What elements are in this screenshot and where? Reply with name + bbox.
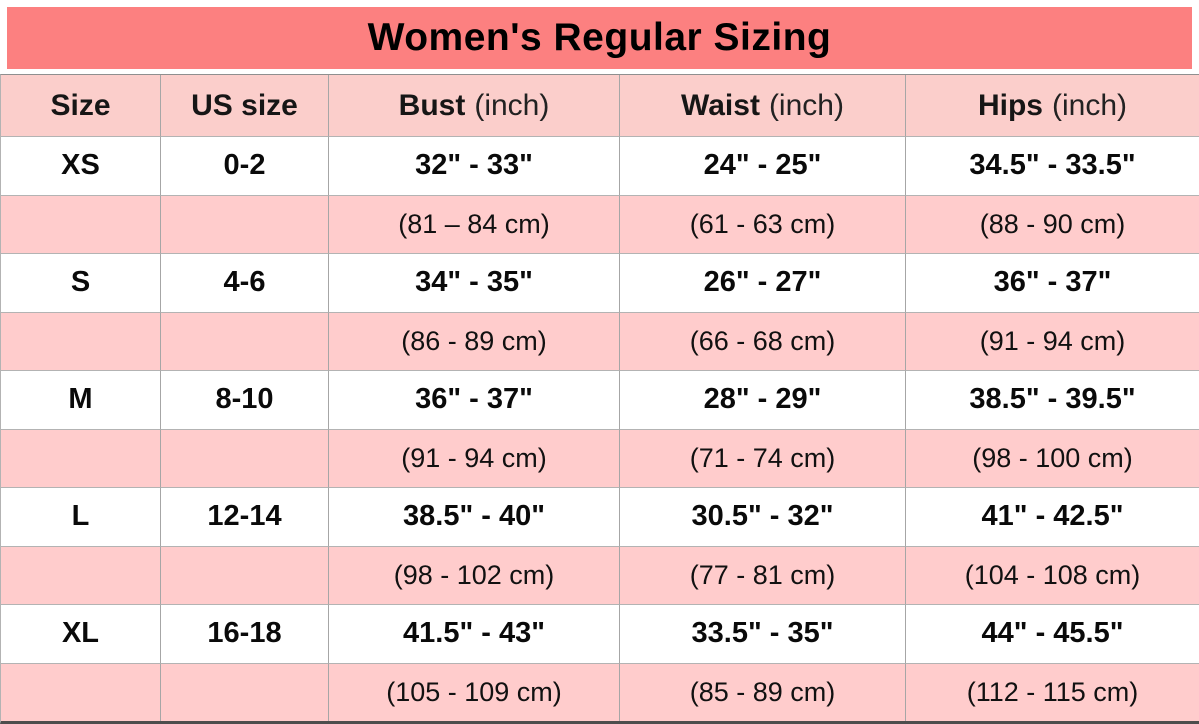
size-cell: L	[1, 487, 161, 546]
size-cell: M	[1, 370, 161, 429]
waist-cm-cell: (66 - 68 cm)	[620, 312, 906, 371]
hips-cm-cell: (88 - 90 cm)	[906, 195, 1199, 254]
waist-cm-cell: (77 - 81 cm)	[620, 546, 906, 605]
column-unit-waist: (inch)	[768, 88, 844, 122]
title-bar	[7, 7, 1192, 69]
empty-cell	[161, 429, 329, 488]
column-unit-bust: (inch)	[474, 88, 550, 122]
waist-cm-cell: (71 - 74 cm)	[620, 429, 906, 488]
empty-cell	[161, 195, 329, 254]
hips-inch-cell: 44" - 45.5"	[906, 604, 1199, 663]
us-size-cell: 4-6	[161, 253, 329, 312]
waist-inch-cell: 26" - 27"	[620, 253, 906, 312]
us-size-cell: 12-14	[161, 487, 329, 546]
waist-inch-cell: 30.5" - 32"	[620, 487, 906, 546]
empty-cell	[1, 546, 161, 605]
waist-cm-cell: (85 - 89 cm)	[620, 663, 906, 722]
header-cell-us-size	[161, 75, 329, 136]
header-cell-bust	[329, 75, 620, 136]
bust-cm-cell: (91 - 94 cm)	[329, 429, 620, 488]
hips-cm-cell: (98 - 100 cm)	[906, 429, 1199, 488]
size-cell: S	[1, 253, 161, 312]
column-label-waist: Waist	[681, 88, 760, 122]
bust-inch-cell: 41.5" - 43"	[329, 604, 620, 663]
empty-cell	[1, 312, 161, 371]
bust-cm-cell: (81 – 84 cm)	[329, 195, 620, 254]
waist-inch-cell: 24" - 25"	[620, 136, 906, 195]
column-label-hips: Hips	[977, 88, 1043, 122]
bust-cm-cell: (105 - 109 cm)	[329, 663, 620, 722]
us-size-cell: 8-10	[161, 370, 329, 429]
column-label-size: Size	[50, 88, 111, 122]
size-cell: XL	[1, 604, 161, 663]
empty-cell	[1, 663, 161, 722]
bust-inch-cell: 34" - 35"	[329, 253, 620, 312]
column-label-us-size: US size	[191, 88, 298, 122]
empty-cell	[161, 312, 329, 371]
hips-cm-cell: (91 - 94 cm)	[906, 312, 1199, 371]
us-size-cell: 16-18	[161, 604, 329, 663]
bust-cm-cell: (98 - 102 cm)	[329, 546, 620, 605]
size-cell: XS	[1, 136, 161, 195]
hips-inch-cell: 36" - 37"	[906, 253, 1199, 312]
page-title: Women's Regular Sizing	[367, 16, 832, 59]
column-unit-hips: (inch)	[1052, 88, 1128, 122]
hips-cm-cell: (112 - 115 cm)	[906, 663, 1199, 722]
waist-inch-cell: 28" - 29"	[620, 370, 906, 429]
empty-cell	[1, 429, 161, 488]
bust-inch-cell: 36" - 37"	[329, 370, 620, 429]
us-size-cell: 0-2	[161, 136, 329, 195]
hips-cm-cell: (104 - 108 cm)	[906, 546, 1199, 605]
bust-inch-cell: 38.5" - 40"	[329, 487, 620, 546]
header-cell-waist	[620, 75, 906, 136]
bust-cm-cell: (86 - 89 cm)	[329, 312, 620, 371]
waist-cm-cell: (61 - 63 cm)	[620, 195, 906, 254]
hips-inch-cell: 41" - 42.5"	[906, 487, 1199, 546]
empty-cell	[161, 663, 329, 722]
sizing-table	[0, 74, 1199, 724]
empty-cell	[1, 195, 161, 254]
bust-inch-cell: 32" - 33"	[329, 136, 620, 195]
header-cell-size	[1, 75, 161, 136]
waist-inch-cell: 33.5" - 35"	[620, 604, 906, 663]
empty-cell	[161, 546, 329, 605]
column-label-bust: Bust	[398, 88, 466, 122]
header-cell-hips	[906, 75, 1199, 136]
hips-inch-cell: 38.5" - 39.5"	[906, 370, 1199, 429]
hips-inch-cell: 34.5" - 33.5"	[906, 136, 1199, 195]
